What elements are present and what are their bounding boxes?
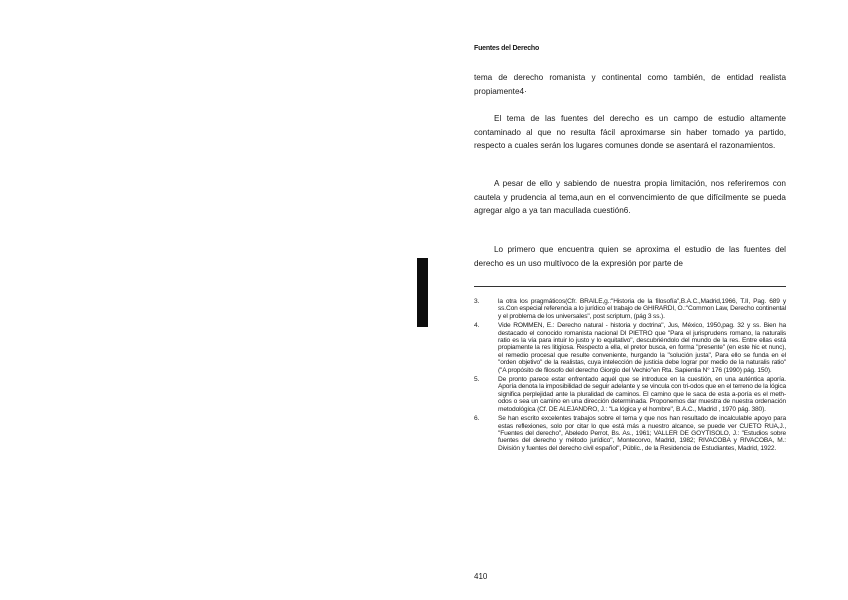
body-paragraph-2: El tema de las fuentes del derecho es un campo de estudio altamente contaminado al que no resulta fácil aproximarse sin haber tomado ya partido, respecto a cuales serán los lugares comunes donde se asentará el razonamientos. bbox=[474, 114, 786, 150]
footnote-text: la otra los pragmáticos(Cfr. BRAILE,g.:"Historia de la filosofía",B.A.C.,Madrid,1966, T.II, Pag. 689 y ss.Con especial referencia a lo jurídico el trabajo de GHIRARDI, O.:"Common Law, Derecho continental y el problema de los universales", post scriptum, (pág 3 ss.). bbox=[498, 298, 786, 320]
footnote-number: 5. bbox=[474, 376, 480, 384]
footnote-number: 4. bbox=[474, 322, 480, 330]
running-header: Fuentes del Derecho bbox=[474, 45, 540, 52]
footnote-separator bbox=[474, 286, 786, 287]
footnote-text: Se han escrito excelentes trabajos sobre el tema y que nos han resultado de incalculable apoyo para estas reflexiones, solo por citar lo que está más a nuestro alcance, se puede ver CUETO RUA,J., "Fuentes del derecho", Abeledo Perrot, Bs. As., 1961; VALLER DE GOYTISOLO, J.: "Estudios sobre fuentes del derecho y método jurídico", Montecorvo, Madrid, 1982; RIVACOBA y RIVACOBA, M.: División y fuentes del derecho civil español", Públic., de la Residencia de Estudiantes, Madrid, 1922. bbox=[498, 415, 786, 452]
footnote-text: Vide ROMMEN, E.: Derecho natural - historia y doctrina", Jus, México, 1950,pag. 32 y ss. Bien ha destacado el conocido romanista nacional DI PIETRO que "Para el jurisprudens romano, la naturalis ratio es la vía para intuir lo justo y lo equitativo", descubriéndolo del mundo de la res. Entre ellas está propiamente la res litigiosa. Respecto a ella, el pretor busca, en forma "presente" (en este hic et nunc), el remedio procesal que resulte conveniente, hurgando la "solución justa", Para ello se funda en el "orden objetivo" de la realistas, cuya intelección de justicia debe lograr por medio de la naturalis ratio" ("A propósito de filosofo del derecho Giorgio del Vechio"en Rta. Sapientia N° 176 (1990) pág. 150). bbox=[498, 322, 786, 374]
body-paragraph-1: tema de derecho romanista y continental como también, de entidad realista propiamente4· bbox=[474, 73, 786, 96]
footnote-4 bbox=[474, 322, 786, 374]
footnote-text: De pronto parece estar enfrentado aquél que se introduce en la cuestión, en una auténtica aporía. Aporía denota la imposibilidad de seguir adelante y se vincula con tri-odos que en el terreno de la lógica significa perplejidad ante la pluralidad de caminos. El camino que le saca de esta a-poría es el meth-odos o sea un camino en una dirección determinada. Proponemos dar muestra de nuestra ordenación metodológica (Cf. DE ALEJANDRO, J.: "La lógica y el hombre", B.A.C., Madrid , 1970 pág. 380). bbox=[498, 376, 786, 413]
body-paragraph-4: Lo primero que encuentra quien se aproxima el estudio de las fuentes del derecho es un uso multívoco de la expresión por parte de bbox=[474, 245, 786, 268]
footnote-number: 3. bbox=[474, 298, 480, 305]
page-number: 410 bbox=[474, 572, 488, 581]
body-paragraph-3: A pesar de ello y sabiendo de nuestra propia limitación, nos referiremos con cautela y prudencia al tema,aun en el convencimiento de que difícilmente se pueda agregar algo a ya tan macullada cuestión6. bbox=[474, 179, 786, 215]
footnote-number: 6. bbox=[474, 415, 480, 423]
footnotes-list bbox=[474, 298, 786, 454]
footnote-5 bbox=[474, 376, 786, 413]
footnote-6 bbox=[474, 415, 786, 452]
scan-edge-mark bbox=[417, 258, 428, 327]
footnote-3 bbox=[474, 298, 786, 320]
